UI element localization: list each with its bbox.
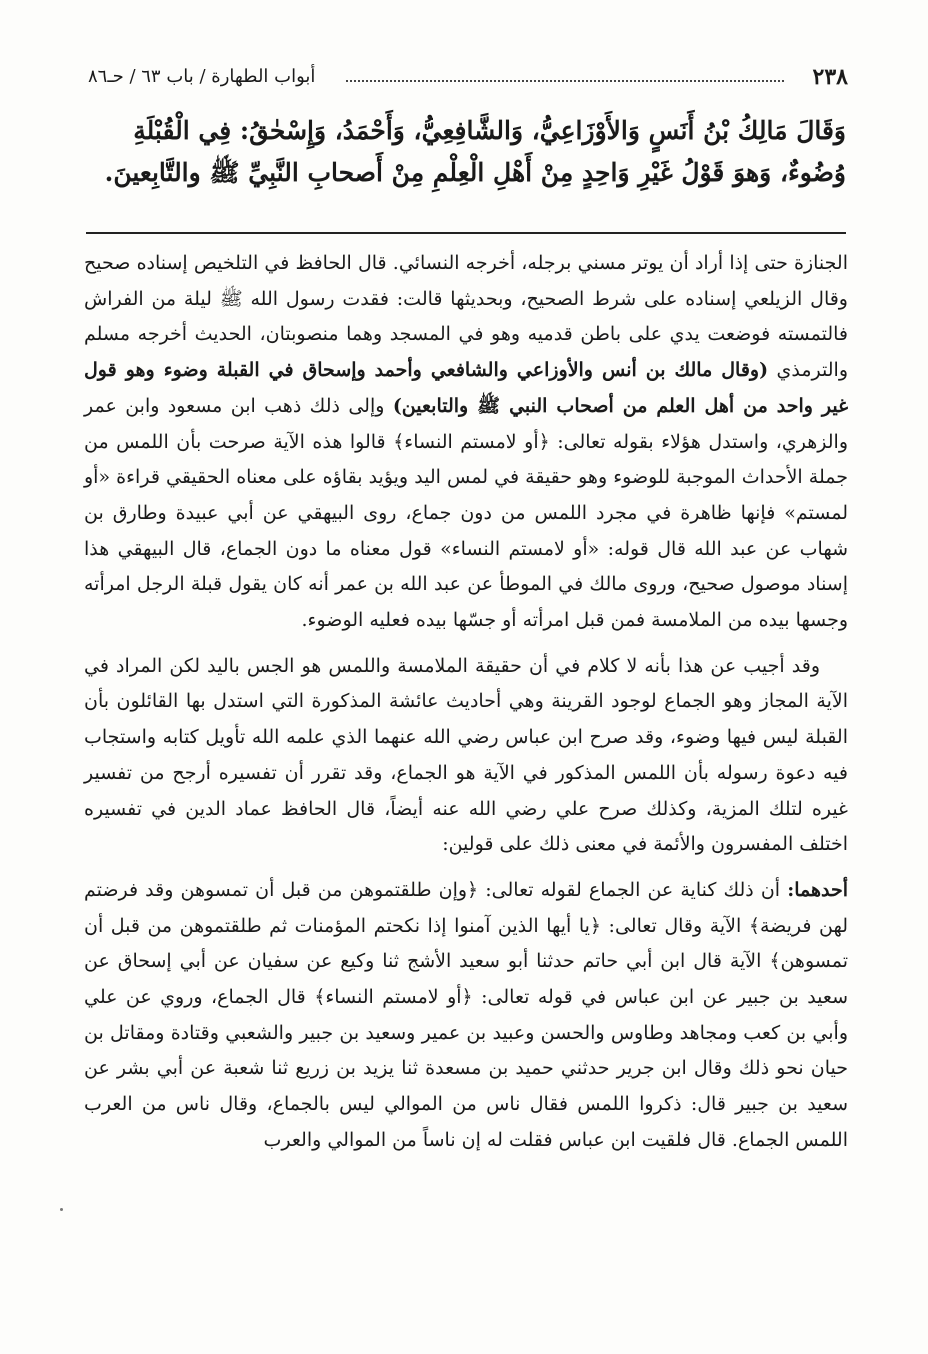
margin-speck [60, 1208, 63, 1211]
hadith-line-1: وَقَالَ مَالِكُ بْنُ أَنَسٍ وَالأَوْزَاعِيُّ، وَالشَّافِعِيُّ، وَأَحْمَدُ، وَإِسْحٰقُ: فِي الْقُبْلَةِ [133, 116, 846, 145]
commentary-p1-rest: وإلى ذلك ذهب ابن مسعود وابن عمر والزهري، واستدل هؤلاء بقوله تعالى: ﴿أو لامستم النساء﴾ قالوا هذه الآية صرحت بأن اللمس من جملة الأحداث الموجبة للوضوء وهو حقيقة في لمس اليد ويؤيد بقاؤه على معناه الحقيقي قراءة «أو لمستم» فإنها ظاهرة في مجرد اللمس من دون جماع، روى البيهقي عن أبي عبيدة وطارق بن شهاب عن عبد الله قال قوله: «أو لامستم النساء» قول معناه ما دون الجماع، قال البيهقي هذا إسناد موصول صحيح، وروى مالك في الموطأ عن عبد الله بن عمر أنه كان يقول قبلة الرجل امرأته وجسها بيده من الملامسة فمن قبل امرأته أو جسّها بيده فعليه الوضوء. [84, 394, 848, 632]
header-dotted-leader [346, 80, 784, 82]
commentary-paragraph-1 [84, 246, 848, 639]
first-opinion-label: أحدهما: [787, 878, 848, 901]
commentary-p1-start: الجنازة حتى إذا أراد أن يوتر مسني برجله، أخرجه النسائي. قال الحافظ في التلخيص إسناده صحيح وقال الزيلعي إسناده على شرط الصحيح، وبحديثها قالت: فقدت رسول الله ﷺ ليلة من الفراش فالتمسته فوضعت يدي على باطن قدميه وهو في المسجد وهما منصوبتان، الحديث أخرجه مسلم والترمذي [84, 252, 848, 382]
first-opinion-text: أن ذلك كناية عن الجماع لقوله تعالى: ﴿وإن طلقتموهن من قبل أن تمسوهن وقد فرضتم لهن فريضة﴾ الآية وقال تعالى: ﴿يا أيها الذين آمنوا إذا نكحتم المؤمنات ثم طلقتموهن من قبل أن تمسوهن﴾ الآية قال ابن أبي حاتم حدثنا أبو سعيد الأشج ثنا وكيع عن سفيان عن أبي إسحاق عن سعيد بن جبير عن ابن عباس في قوله تعالى: ﴿أو لامستم النساء﴾ قال الجماع، وروي عن علي وأبي بن كعب ومجاهد وطاوس والحسن وعبيد بن عمير وسعيد بن جبير والشعبي وقتادة ومقاتل بن حيان نحو ذلك وقال ابن جرير حدثني حميد بن مسعدة ثنا يزيد بن زريع ثنا شعبة عن أبي بشر عن سعيد بن جبير قال: ذكروا اللمس فقال ناس من الموالي ليس بالجماع، وقال ناس من العرب اللمس الجماع. قال فلقيت ابن عباس فقلت له إن ناساً من الموالي والعرب [84, 878, 848, 1151]
page-number: ٢٣٨ [812, 64, 848, 90]
hadith-line-2: وُضُوءٌ، وَهوَ قَوْلُ غَيْرِ وَاحِدٍ مِنْ أَهْلِ الْعِلْمِ مِنْ أَصحابِ النَّبِيِّ ﷺ والتَّابِعينَ. [104, 158, 846, 187]
quoted-matn: (وقال مالك بن أنس والأوزاعي والشافعي وأحمد وإسحاق في القبلة وضوء وهو قول غير واحد من أهل العلم من أصحاب النبي ﷺ والتابعين) [84, 359, 849, 417]
footnote-divider [86, 232, 846, 234]
hadith-text [86, 110, 846, 194]
commentary-paragraph-3 [84, 873, 848, 1159]
running-title: أبواب الطهارة / باب ٦٣ / حـ٨٦ [88, 62, 321, 92]
commentary [84, 246, 848, 1159]
running-header [88, 62, 848, 92]
commentary-paragraph-2: وقد أجيب عن هذا بأنه لا كلام في أن حقيقة الملامسة واللمس هو الجس باليد لكن المراد في الآية المجاز وهو الجماع لوجود القرينة وهي أحاديث عائشة المذكورة التي استدل بها القائلون بأن القبلة ليس فيها وضوء، وقد صرح ابن عباس رضي الله عنهما الذي علمه الله تأويل كتابه واستجاب فيه دعوة رسوله بأن اللمس المذكور في الآية هو الجماع، وقد تقرر أن تفسيره أرجح من تفسير غيره لتلك المزية، وكذلك صرح علي رضي الله عنه أيضاً، قال الحافظ عماد الدين في تفسيره اختلف المفسرون والأئمة في معنى ذلك على قولين: [84, 654, 848, 856]
